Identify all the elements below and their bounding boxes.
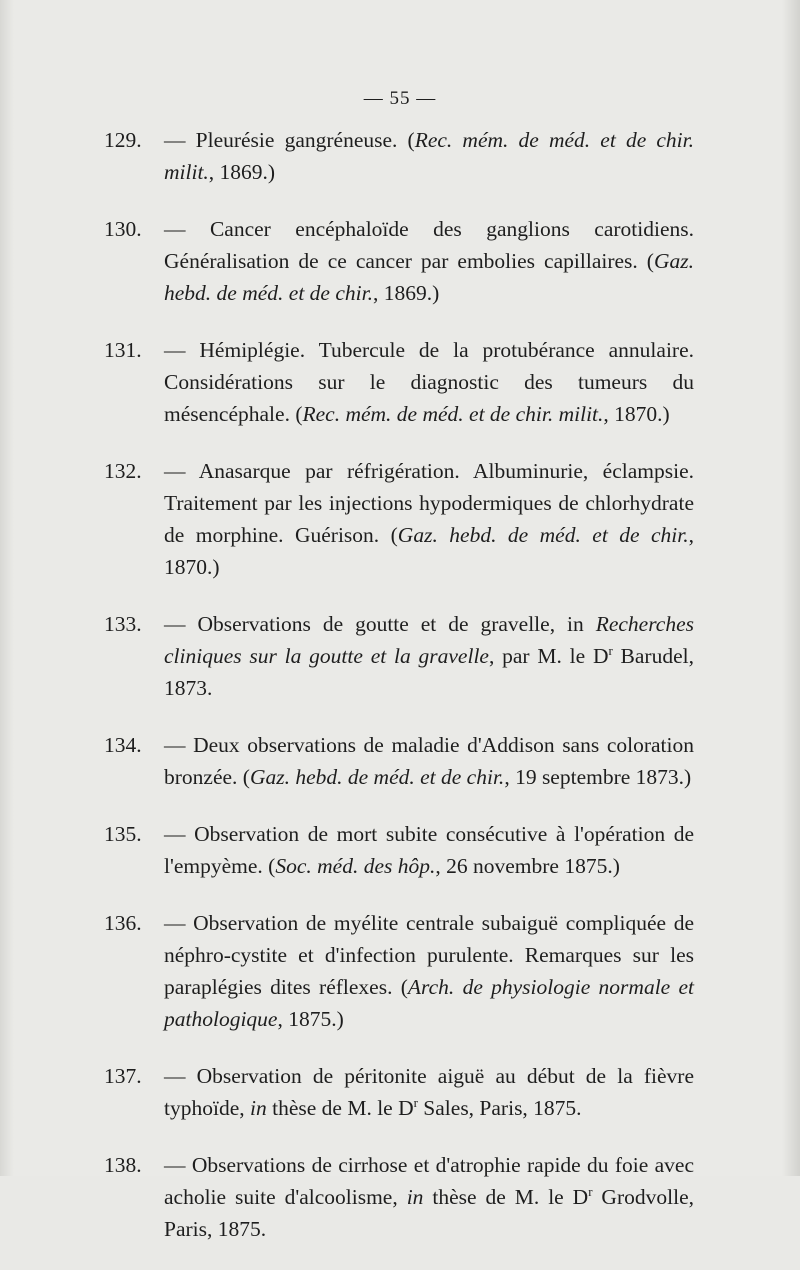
entry-segment: , 19 septembre 1873.) xyxy=(504,765,692,789)
entry-italic-segment: Arch. de physiologie normale et pathologique xyxy=(164,975,694,1031)
entry-segment: — Hémiplégie. Tubercule de la protubérance annulaire. Considérations sur le diagnostic des tumeurs du mésencéphale. ( xyxy=(164,338,694,426)
entry-text xyxy=(164,911,694,1031)
entry-number: 136. xyxy=(104,911,142,935)
entry-number: 130. xyxy=(104,217,142,241)
entry-superscript: r xyxy=(588,1184,593,1199)
entry-text xyxy=(164,822,694,878)
entry-italic-segment: Gaz. hebd. de méd. et de chir. xyxy=(397,523,689,547)
entry-segment: Grodvolle, Paris, 1875. xyxy=(164,1185,694,1241)
entry-segment: thèse de M. le D xyxy=(423,1185,589,1209)
entry-number: 134. xyxy=(104,733,142,757)
entry-segment: , 1870.) xyxy=(603,402,670,426)
bibliography-entry xyxy=(104,455,694,583)
bibliography-entry xyxy=(104,213,694,309)
bibliography-entry xyxy=(104,907,694,1035)
entry-italic-segment: Soc. méd. des hôp. xyxy=(275,854,436,878)
entry-number: 129. xyxy=(104,128,142,152)
entry-italic-segment: Recherches cliniques sur la goutte et la gravelle xyxy=(164,612,694,668)
entry-number: 133. xyxy=(104,612,142,636)
entry-superscript: r xyxy=(608,643,613,658)
entry-segment: — Deux observations de maladie d'Addison sans coloration bronzée. ( xyxy=(164,733,694,789)
entry-segment: , 1870.) xyxy=(164,523,695,579)
entry-text xyxy=(164,733,694,789)
entry-list xyxy=(104,124,694,1270)
entry-segment: — Observations de goutte et de gravelle, in xyxy=(164,612,596,636)
entry-number: 137. xyxy=(104,1064,142,1088)
entry-superscript: r xyxy=(413,1095,418,1110)
entry-segment: — Observation de mort subite consécutive à l'opération de l'empyème. ( xyxy=(164,822,694,878)
entry-segment: Barudel, 1873. xyxy=(164,644,694,700)
bibliography-entry xyxy=(104,1060,694,1124)
entry-number: 135. xyxy=(104,822,142,846)
entry-segment: — Observation de myélite centrale subaiguë compliquée de néphro-cystite et d'infection purulente. Remarques sur les paraplégies dites réflexes. ( xyxy=(164,911,694,999)
entry-text xyxy=(164,1153,694,1241)
entry-segment: — Observations de cirrhose et d'atrophie rapide du foie avec acholie suite d'alcoolisme, xyxy=(164,1153,694,1209)
bibliography-entry xyxy=(104,729,694,793)
entry-segment: , 26 novembre 1875.) xyxy=(435,854,620,878)
entry-italic-segment: in xyxy=(250,1096,267,1120)
entry-segment: , 1875.) xyxy=(277,1007,344,1031)
bibliography-entry xyxy=(104,608,694,704)
entry-text xyxy=(164,128,694,184)
entry-segment: Sales, Paris, 1875. xyxy=(417,1096,582,1120)
entry-segment: — Anasarque par réfrigération. Albuminurie, éclampsie. Traitement par les injections hypodermiques de chlorhydrate de morphine. Guérison. ( xyxy=(164,459,694,547)
entry-segment: , 1869.) xyxy=(208,160,276,184)
entry-text xyxy=(164,459,694,579)
entry-segment: — Observation de péritonite aiguë au début de la fièvre typhoïde, xyxy=(164,1064,694,1120)
entry-number: 131. xyxy=(104,338,142,362)
entry-segment: thèse de M. le D xyxy=(266,1096,414,1120)
entry-number: 138. xyxy=(104,1153,142,1177)
entry-italic-segment: Rec. mém. de méd. et de chir. milit. xyxy=(302,402,604,426)
entry-text xyxy=(164,217,694,305)
entry-text xyxy=(164,1064,694,1120)
entry-italic-segment: Gaz. hebd. de méd. et de chir. xyxy=(249,765,505,789)
entry-italic-segment: Gaz. hebd. de méd. et de chir. xyxy=(164,249,694,305)
entry-italic-segment: Rec. mém. de méd. et de chir. milit. xyxy=(164,128,694,184)
bibliography-entry xyxy=(104,1149,694,1245)
entry-italic-segment: in xyxy=(406,1185,424,1209)
entry-segment: , par M. le D xyxy=(488,644,609,668)
entry-text xyxy=(164,338,694,426)
entry-segment: — Pleurésie gangréneuse. ( xyxy=(164,128,415,152)
entry-number: 132. xyxy=(104,459,142,483)
entry-segment: — Cancer encéphaloïde des ganglions carotidiens. Généralisation de ce cancer par embolies capillaires. ( xyxy=(164,217,694,273)
page-number: — 55 — xyxy=(363,88,437,109)
entry-segment: , 1869.) xyxy=(372,281,440,305)
bibliography-entry xyxy=(104,124,694,188)
entry-text xyxy=(164,612,694,700)
bibliography-entry xyxy=(104,818,694,882)
bibliography-entry xyxy=(104,334,694,430)
